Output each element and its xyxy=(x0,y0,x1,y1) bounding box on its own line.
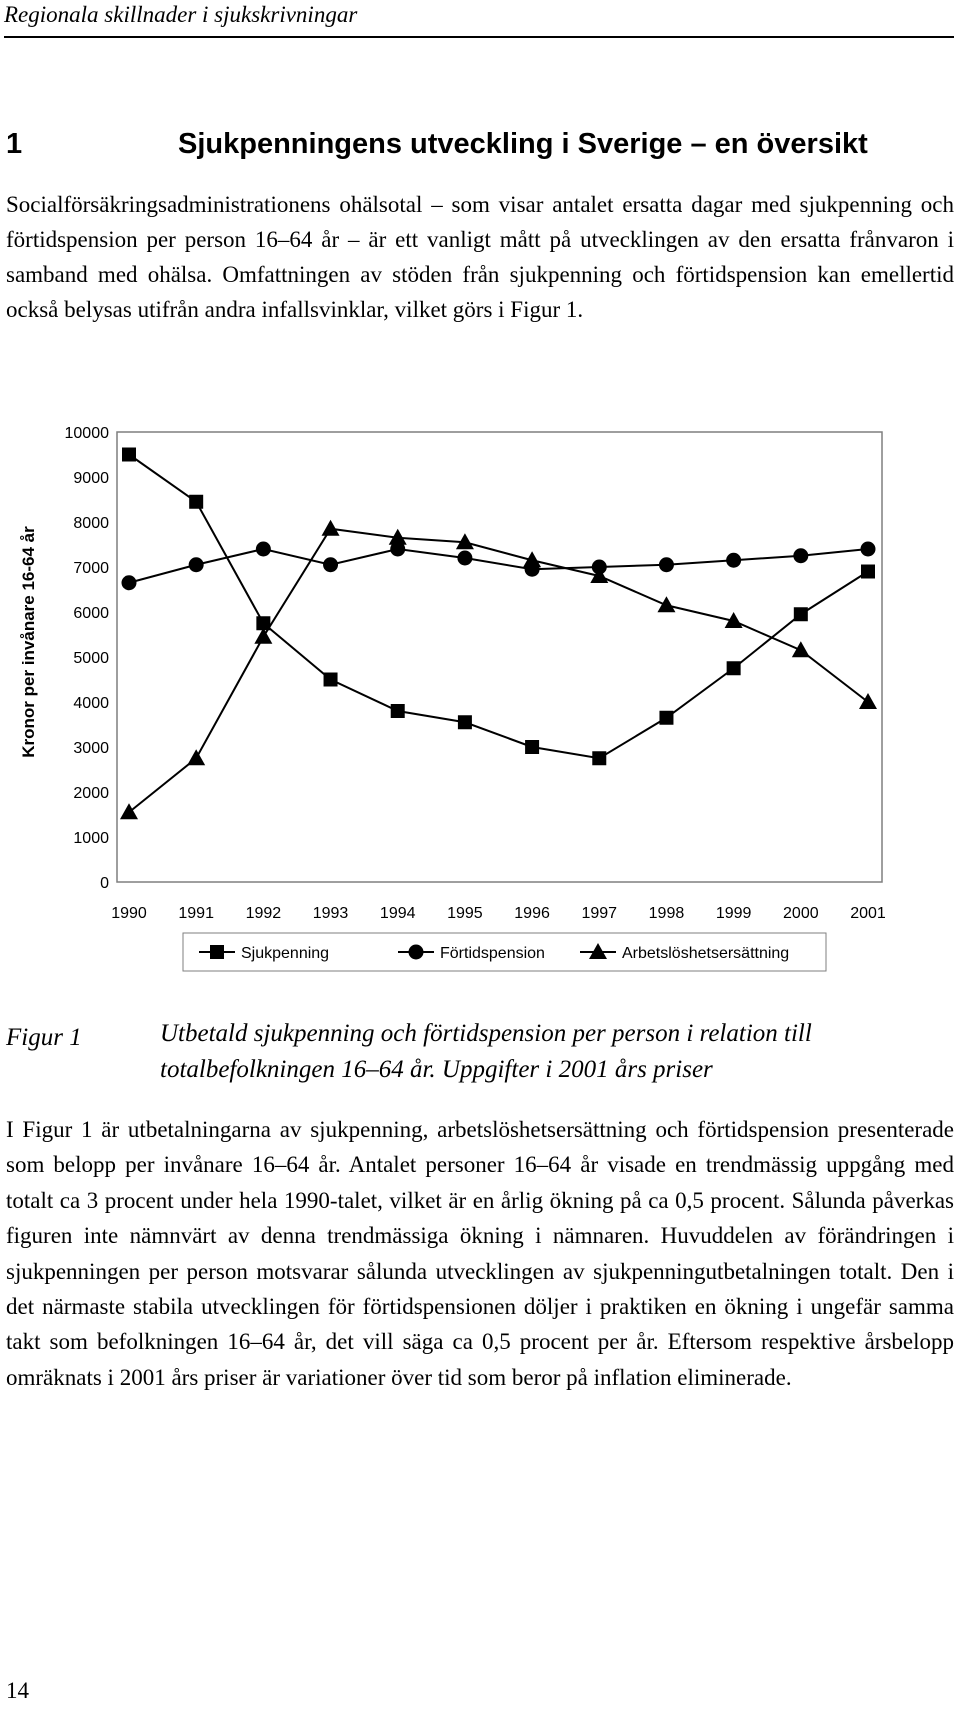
x-tick-label: 2000 xyxy=(783,905,819,922)
data-point-sjukpenning xyxy=(861,565,875,579)
plot-area-frame xyxy=(117,432,882,882)
chapter-title: Sjukpenningens utveckling i Sverige – en översikt xyxy=(178,128,868,160)
x-tick-label: 1997 xyxy=(581,905,618,922)
data-point-arbetslöshetsersättning xyxy=(322,520,340,536)
figure-1-chart xyxy=(0,410,960,1000)
data-point-förtidspension xyxy=(659,557,674,572)
x-tick-label: 1994 xyxy=(379,905,416,922)
legend-marker-förtidspension xyxy=(409,945,424,960)
data-point-arbetslöshetsersättning xyxy=(859,693,877,709)
x-tick-label: 1996 xyxy=(514,905,550,922)
y-axis-title: Kronor per invånare 16-64 år xyxy=(19,526,38,758)
x-tick-label: 1990 xyxy=(111,905,147,922)
y-tick-label: 7000 xyxy=(73,560,109,577)
data-point-förtidspension xyxy=(323,557,338,572)
legend xyxy=(183,933,826,971)
x-tick-label: 1999 xyxy=(715,905,752,922)
caption-label: Figur 1 xyxy=(6,1024,82,1051)
x-tick-label: 1995 xyxy=(447,905,483,922)
y-tick-label: 9000 xyxy=(73,470,109,487)
data-point-arbetslöshetsersättning xyxy=(187,749,205,765)
y-tick-label: 3000 xyxy=(73,740,109,757)
data-point-förtidspension xyxy=(793,548,808,563)
data-point-förtidspension xyxy=(256,542,271,557)
data-point-sjukpenning xyxy=(324,673,338,687)
data-point-förtidspension xyxy=(457,551,472,566)
running-title: Regionala skillnader i sjukskrivningar xyxy=(4,2,358,27)
y-tick-label: 4000 xyxy=(73,695,109,712)
series-line-arbetslöshetsersättning xyxy=(129,529,868,813)
y-tick-label: 6000 xyxy=(73,605,109,622)
data-point-arbetslöshetsersättning xyxy=(657,596,675,612)
data-point-sjukpenning xyxy=(794,607,808,621)
series-line-förtidspension xyxy=(129,549,868,583)
chapter-number: 1 xyxy=(6,128,23,160)
x-tick-label: 1993 xyxy=(312,905,349,922)
x-tick-label: 1992 xyxy=(245,905,282,922)
y-tick-label: 5000 xyxy=(73,650,109,667)
data-point-sjukpenning xyxy=(727,661,741,675)
data-point-sjukpenning xyxy=(189,495,203,509)
line-chart xyxy=(0,410,960,1000)
body-paragraph: I Figur 1 är utbetalningarna av sjukpenning, arbetslöshetsersättning och förtidspension presenterade som belopp per invånare 16–64 år. Antalet personer 16–64 år visade en trendmässig uppgång med totalt ca 3 procent under hela 1990-talet, vilket är en årlig ökning på ca 0,5 procent. Sålunda påverkas figuren inte nämnvärt av denna trendmässiga ökning i nämnaren. Huvuddelen av förändringen i sjukpenningen per person motsvarar sålunda utvecklingen av sjukpenningutbetalningen totalt. Den i det närmaste stabila utvecklingen för förtidspensionen döljer i praktiken en ökning i ungefär samma takt som befolkningen 16–64 år, det vill säga ca 0,5 procent per år. Eftersom respektive årsbelopp omräknats i 2001 års priser är variationer över tid som beror på inflation eliminerade. xyxy=(6,1117,954,1390)
data-point-förtidspension xyxy=(189,557,204,572)
y-tick-label: 2000 xyxy=(73,785,109,802)
page-number: 14 xyxy=(6,1678,29,1703)
x-tick-label: 2001 xyxy=(850,905,886,922)
legend-label-förtidspension: Förtidspension xyxy=(440,945,545,962)
y-tick-label: 1000 xyxy=(73,830,109,847)
data-point-arbetslöshetsersättning xyxy=(792,641,810,657)
data-point-arbetslöshetsersättning xyxy=(120,803,138,819)
series-line-sjukpenning xyxy=(129,455,868,759)
data-point-förtidspension xyxy=(861,542,876,557)
chapter-heading xyxy=(6,124,956,164)
data-point-förtidspension xyxy=(726,553,741,568)
y-tick-label: 10000 xyxy=(64,425,109,442)
legend-label-arbetslöshetsersättning: Arbetslöshetsersättning xyxy=(622,945,790,962)
data-point-förtidspension xyxy=(122,575,137,590)
y-tick-label: 8000 xyxy=(73,515,109,532)
data-point-sjukpenning xyxy=(592,751,606,765)
legend-label-sjukpenning: Sjukpenning xyxy=(241,945,330,962)
data-point-sjukpenning xyxy=(659,711,673,725)
data-point-sjukpenning xyxy=(458,715,472,729)
legend-marker-sjukpenning xyxy=(210,945,224,959)
data-point-sjukpenning xyxy=(122,448,136,462)
intro-paragraph: Socialförsäkringsadministrationens ohälsotal – som visar antalet ersatta dagar med sjukpenning och förtidspension per person 16–64 år – är ett vanligt mått på utvecklingen av den ersatta frånvaron i samband med ohälsa. Omfattningen av stöden från sjukpenning och förtidspension kan emellertid också belysas utifrån andra infallsvinklar, vilket görs i Figur 1. xyxy=(6,192,954,322)
caption-text: Utbetald sjukpenning och förtidspension per person i relation till totalbefolkningen 16–64 år. Uppgifter i 2001 års priser xyxy=(160,1020,812,1083)
data-point-sjukpenning xyxy=(525,740,539,754)
x-tick-label: 1998 xyxy=(648,905,685,922)
x-tick-label: 1991 xyxy=(178,905,214,922)
data-point-sjukpenning xyxy=(391,704,405,718)
y-tick-label: 0 xyxy=(100,875,109,892)
running-header xyxy=(4,0,954,38)
